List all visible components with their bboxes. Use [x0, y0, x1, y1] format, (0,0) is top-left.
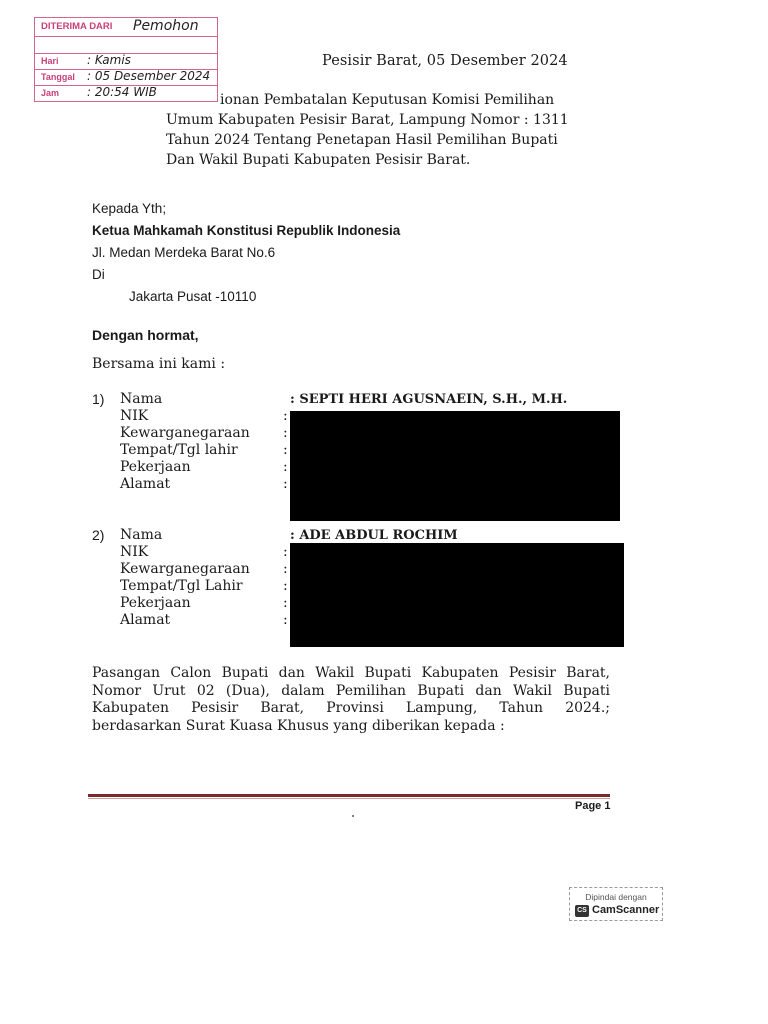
- stamp-time-value: : 20:54 WIB: [87, 85, 157, 99]
- paragraph-line: Nomor Urut 02 (Dua), dalam Pemilihan Bupati dan Wakil Bupati: [92, 682, 610, 699]
- stamp-received-value: Pemohon: [133, 18, 199, 34]
- intro-text: Bersama ini kami :: [92, 356, 226, 372]
- label-address: Alamat: [120, 476, 171, 492]
- redaction-block: [290, 411, 620, 521]
- label-citizenship: Kewarganegaraan: [120, 425, 250, 441]
- body-paragraph: [92, 665, 610, 735]
- party-number: 1): [92, 391, 105, 407]
- address-di: Di: [92, 267, 105, 282]
- label-birth: Tempat/Tgl Lahir: [120, 578, 243, 594]
- redaction-block: [290, 543, 624, 647]
- label-birth: Tempat/Tgl lahir: [120, 442, 238, 458]
- party-labels: [120, 527, 250, 629]
- party-number: 2): [92, 527, 105, 543]
- place-date: Pesisir Barat, 05 Desember 2024: [322, 53, 568, 69]
- label-occupation: Pekerjaan: [120, 595, 191, 611]
- label-citizenship: Kewarganegaraan: [120, 561, 250, 577]
- label-name: Nama: [120, 527, 163, 543]
- stamp-date-label: Tanggal: [41, 72, 75, 82]
- address-street: Jl. Medan Merdeka Barat No.6: [92, 245, 276, 260]
- stamp-received-label: DITERIMA DARI: [41, 21, 113, 32]
- speck: [352, 815, 354, 817]
- greeting: Dengan hormat,: [92, 327, 199, 343]
- subject-line: ionan Pembatalan Keputusan Komisi Pemilihan: [220, 92, 555, 108]
- camscanner-caption: Dipindai dengan: [585, 892, 647, 902]
- address-city: Jakarta Pusat -10110: [129, 289, 257, 304]
- camscanner-brand: CamScanner: [592, 904, 660, 916]
- paragraph-line: Pasangan Calon Bupati dan Wakil Bupati Kabupaten Pesisir Barat,: [92, 665, 610, 681]
- label-name: Nama: [120, 391, 163, 407]
- party-name-value: : SEPTI HERI AGUSNAEIN, S.H., M.H.: [290, 392, 568, 407]
- party-name-value: : ADE ABDUL ROCHIM: [290, 528, 458, 543]
- subject-line: Tahun 2024 Tentang Penetapan Hasil Pemilihan Bupati: [166, 132, 558, 148]
- label-address: Alamat: [120, 612, 171, 628]
- label-occupation: Pekerjaan: [120, 459, 191, 475]
- paragraph-line: Kabupaten Pesisir Barat, Provinsi Lampung, Tahun 2024.;: [92, 700, 610, 716]
- label-nik: NIK: [120, 544, 149, 560]
- stamp-row-received: [35, 18, 217, 37]
- paragraph-line: berdasarkan Surat Kuasa Khusus yang diberikan kepada :: [92, 717, 505, 734]
- subject-block: [166, 90, 586, 170]
- footer-rule-thin: [88, 798, 610, 799]
- camscanner-logo-icon: CS: [575, 905, 589, 917]
- stamp-time-label: Jam: [41, 88, 60, 98]
- page-number: Page 1: [575, 800, 611, 812]
- address-recipient: Ketua Mahkamah Konstitusi Republik Indonesia: [92, 223, 401, 238]
- label-nik: NIK: [120, 408, 149, 424]
- stamp-date-value: : 05 Desember 2024: [87, 69, 211, 83]
- party-labels: [120, 391, 250, 493]
- party-colons: : : : : :: [283, 544, 288, 628]
- stamp-day-value: : Kamis: [87, 53, 131, 67]
- recipient-address: [92, 198, 400, 308]
- footer-rule: [88, 794, 610, 797]
- subject-line: Dan Wakil Bupati Kabupaten Pesisir Barat.: [166, 152, 471, 168]
- subject-line: Umum Kabupaten Pesisir Barat, Lampung Nomor : 1311: [166, 112, 569, 128]
- camscanner-watermark: [569, 887, 663, 921]
- address-to: Kepada Yth;: [92, 201, 167, 216]
- stamp-day-label: Hari: [41, 56, 59, 66]
- party-colons: : : : : :: [283, 408, 288, 492]
